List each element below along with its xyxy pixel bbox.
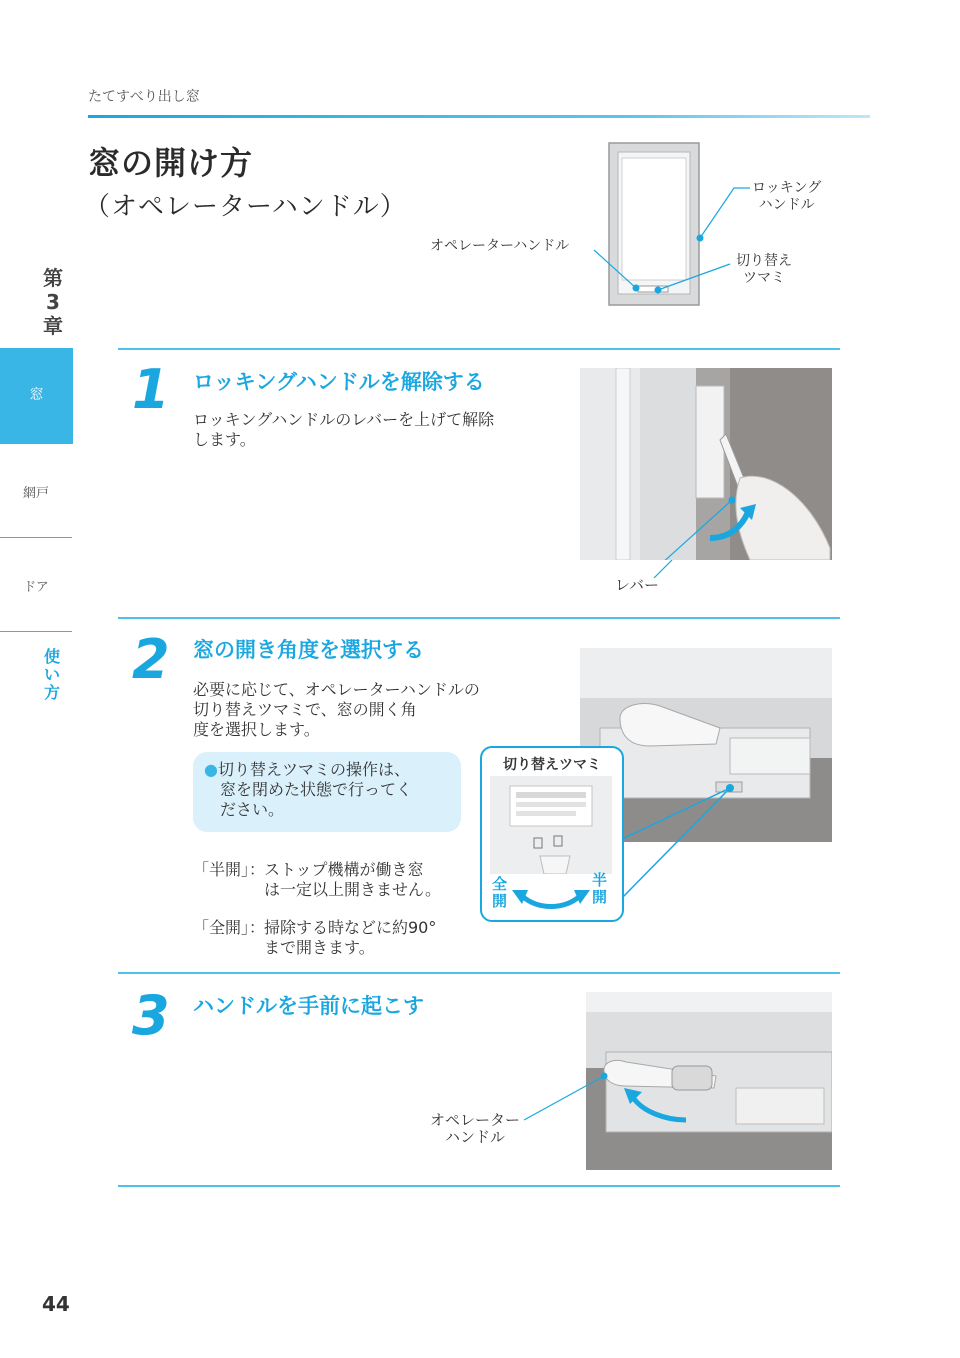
switch-knob-inset [480,746,624,922]
label-switch-knob: 切り替え ツマミ [736,253,792,286]
breadcrumb: たてすべり出し窓 [88,89,200,105]
step-description: 必要に応じて、オペレーターハンドルの 切り替えツマミで、窓の開く角 度を選択します。 [193,680,480,739]
section-divider [118,972,840,974]
term-full-open-desc: 掃除する時などに約90° まで開きます。 [264,918,437,957]
step-title: ハンドルを手前に起こす [193,994,424,1018]
step-description: ロッキングハンドルのレバーを上げて解除 します。 [193,410,495,449]
sidebar-item-label: 窓 [29,387,44,403]
section-divider [118,617,840,619]
section-divider [118,348,840,350]
sidebar-divider [0,631,72,632]
chapter-label: 第 3 章 [43,266,63,338]
sidebar-divider [0,537,72,538]
inset-connector-lines [600,730,760,910]
double-arrow-icon [508,884,594,912]
page-subtitle: （オペレーターハンドル） [84,192,407,222]
operator-handle-callout-line [520,1072,610,1124]
term-half-open: 「半開」： [193,860,266,879]
step-title: ロッキングハンドルを解除する [193,370,485,394]
step-number: 3 [132,984,170,1047]
header-divider [88,114,870,120]
label-lever: レバー [615,576,659,594]
term-half-open-desc: ストップ機構が働き窓 は一定以上開きません。 [264,860,441,899]
sidebar-item-door[interactable]: ドア [23,580,49,595]
inset-label-full-open: 全 開 [492,875,508,910]
step-number: 2 [132,628,170,691]
note-text: ●切り替えツマミの操作は、 窓を閉めた状態で行ってく ださい。 [204,760,413,819]
label-operator-handle-step3: オペレーター ハンドル [430,1111,521,1146]
step3-photo [586,992,832,1170]
bullet-icon: ● [204,760,218,779]
label-locking-handle: ロッキング ハンドル [752,180,822,213]
term-full-open: 「全開」： [193,918,266,937]
section-divider [118,1185,840,1187]
inset-label-half-open: 半 開 [592,871,608,906]
inset-title: 切り替えツマミ [503,757,601,773]
page-number: 44 [42,1292,70,1316]
sidebar-item-window[interactable] [0,348,73,444]
sidebar-item-screen[interactable]: 網戸 [22,486,49,501]
step-number: 1 [132,358,170,421]
sidebar-howto-label: 使 い 方 [43,647,60,702]
step1-photo [580,368,832,560]
step-title: 窓の開き角度を選択する [193,638,424,662]
switch-knob-illustration [490,776,612,874]
overview-callout-lines [580,180,760,300]
label-operator-handle: オペレーターハンドル [430,238,570,254]
page-title: 窓の開け方 [88,144,254,182]
